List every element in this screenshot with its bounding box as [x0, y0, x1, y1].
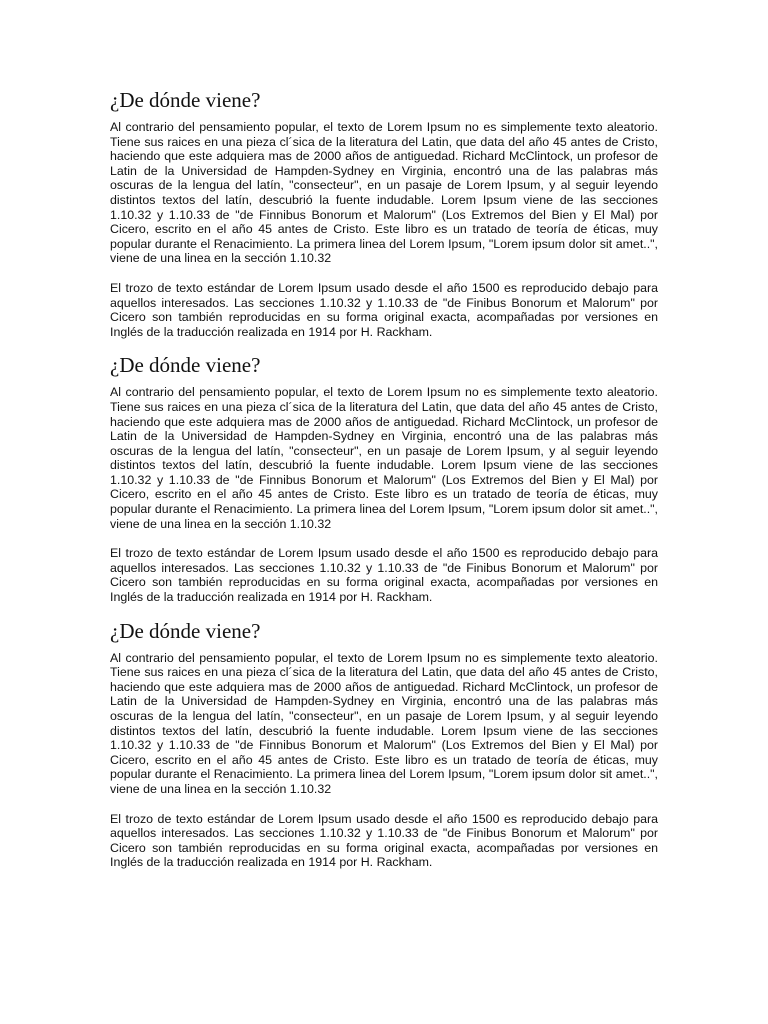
document-page: [110, 86, 658, 882]
section-heading: ¿De dónde viene?: [110, 353, 261, 378]
section-2: [110, 351, 658, 604]
section-heading: ¿De dónde viene?: [110, 88, 261, 112]
section-paragraph: El trozo de texto estándar de Lorem Ipsum usado desde el año 1500 es reproducido debajo para aquellos interesados. Las secciones 1.10.32 y 1.10.33 de "de Finibus Bonorum et Malorum" por Cicero son también reproducidas en su forma original exacta, acompañadas por versiones en Inglés de la traducción realizada en 1914 por H. Rackham.: [110, 546, 658, 605]
section-paragraph: Al contrario del pensamiento popular, el texto de Lorem Ipsum no es simplemente texto aleatorio. Tiene sus raices en una pieza cl´sica de la literatura del Latin, que data del año 45 antes de Cristo, haciendo que este adquiera mas de 2000 años de antiguedad. Richard McClintock, un profesor de Latin de la Universidad de Hampden-Sydney en Virginia, encontró una de las palabras más oscuras de la lengua del latín, "consecteur", en un pasaje de Lorem Ipsum, y al seguir leyendo distintos textos del latín, descubrió la fuente indudable. Lorem Ipsum viene de las secciones 1.10.32 y 1.10.33 de "de Finnibus Bonorum et Malorum" (Los Extremos del Bien y El Mal) por Cicero, escrito en el año 45 antes de Cristo. Este libro es un tratado de teoría de éticas, muy popular durante el Renacimiento. La primera linea del Lorem Ipsum, "Lorem ipsum dolor sit amet..", viene de una linea en la sección 1.10.32: [110, 385, 658, 531]
section-1: [110, 86, 658, 339]
section-paragraph: El trozo de texto estándar de Lorem Ipsum usado desde el año 1500 es reproducido debajo para aquellos interesados. Las secciones 1.10.32 y 1.10.33 de "de Finibus Bonorum et Malorum" por Cicero son también reproducidas en su forma original exacta, acompañadas por versiones en Inglés de la traducción realizada en 1914 por H. Rackham.: [110, 811, 658, 870]
section-paragraph: Al contrario del pensamiento popular, el texto de Lorem Ipsum no es simplemente texto aleatorio. Tiene sus raices en una pieza cl´sica de la literatura del Latin, que data del año 45 antes de Cristo, haciendo que este adquiera mas de 2000 años de antiguedad. Richard McClintock, un profesor de Latin de la Universidad de Hampden-Sydney en Virginia, encontró una de las palabras más oscuras de la lengua del latín, "consecteur", en un pasaje de Lorem Ipsum, y al seguir leyendo distintos textos del latín, descubrió la fuente indudable. Lorem Ipsum viene de las secciones 1.10.32 y 1.10.33 de "de Finnibus Bonorum et Malorum" (Los Extremos del Bien y El Mal) por Cicero, escrito en el año 45 antes de Cristo. Este libro es un tratado de teoría de éticas, muy popular durante el Renacimiento. La primera linea del Lorem Ipsum, "Lorem ipsum dolor sit amet..", viene de una linea en la sección 1.10.32: [110, 650, 658, 796]
section-paragraph: El trozo de texto estándar de Lorem Ipsum usado desde el año 1500 es reproducido debajo para aquellos interesados. Las secciones 1.10.32 y 1.10.33 de "de Finibus Bonorum et Malorum" por Cicero son también reproducidas en su forma original exacta, acompañadas por versiones en Inglés de la traducción realizada en 1914 por H. Rackham.: [110, 280, 658, 339]
section-3: [110, 617, 658, 870]
section-paragraph: Al contrario del pensamiento popular, el texto de Lorem Ipsum no es simplemente texto aleatorio. Tiene sus raices en una pieza cl´sica de la literatura del Latin, que data del año 45 antes de Cristo, haciendo que este adquiera mas de 2000 años de antiguedad. Richard McClintock, un profesor de Latin de la Universidad de Hampden-Sydney en Virginia, encontró una de las palabras más oscuras de la lengua del latín, "consecteur", en un pasaje de Lorem Ipsum, y al seguir leyendo distintos textos del latín, descubrió la fuente indudable. Lorem Ipsum viene de las secciones 1.10.32 y 1.10.33 de "de Finnibus Bonorum et Malorum" (Los Extremos del Bien y El Mal) por Cicero, escrito en el año 45 antes de Cristo. Este libro es un tratado de teoría de éticas, muy popular durante el Renacimiento. La primera linea del Lorem Ipsum, "Lorem ipsum dolor sit amet..", viene de una linea en la sección 1.10.32: [110, 120, 658, 266]
section-heading: ¿De dónde viene?: [110, 618, 261, 643]
